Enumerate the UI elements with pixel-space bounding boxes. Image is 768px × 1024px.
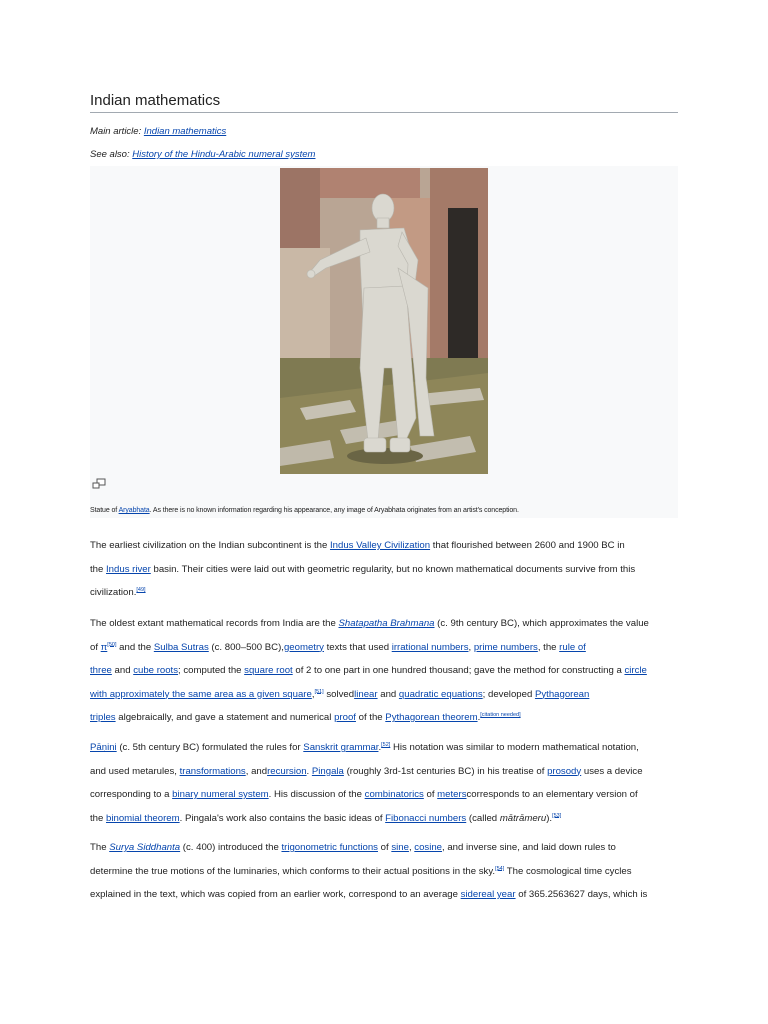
- text: (called: [466, 812, 500, 824]
- text: uses a device: [581, 765, 643, 777]
- text: ; computed the: [178, 665, 245, 676]
- link-sulba-sutras[interactable]: Sulba Sutras: [153, 641, 209, 653]
- link-meters[interactable]: meters: [437, 789, 467, 800]
- figure-caption: [90, 507, 519, 514]
- text: (c. 800–500 BC),: [208, 641, 284, 653]
- text: that flourished between 2600 and 1900 BC in: [430, 540, 625, 551]
- link-linear[interactable]: linear: [354, 688, 378, 700]
- link-trigonometric-functions[interactable]: trigonometric functions: [281, 842, 378, 853]
- link-pythagorean-theorem[interactable]: Pythagorean theorem: [385, 712, 478, 723]
- text: algebraically, and gave a statement and numerical: [115, 712, 335, 723]
- text: of 2 to one part in one hundred thousand; gave the method for constructing a: [292, 665, 625, 676]
- aryabhata-link[interactable]: Aryabhata: [118, 507, 150, 514]
- link-rule-of-three[interactable]: three: [90, 665, 112, 676]
- link-pythagorean-triples[interactable]: Pythagorean: [534, 688, 590, 700]
- main-article-link[interactable]: Indian mathematics: [143, 126, 227, 137]
- text: ,: [468, 641, 474, 653]
- text: .: [378, 742, 382, 753]
- link-text: Shatapatha Brahmana: [338, 618, 435, 629]
- text: determine the true motions of the luminaries, which conforms to their actual positions in the sky.: [90, 865, 496, 877]
- link-recursion[interactable]: recursion: [267, 765, 307, 777]
- link-circle-squaring[interactable]: circle: [624, 665, 647, 676]
- text: (c. 9th century BC), which approximates the value: [434, 618, 649, 629]
- link-text: Surya Siddhanta: [109, 842, 181, 853]
- link-sidereal-year[interactable]: sidereal year: [460, 889, 516, 900]
- text: explained in the text, which was copied from an earlier work, correspond to an average: [90, 889, 461, 900]
- reference-49[interactable]: [49]: [136, 586, 146, 593]
- hatnote-label: Main article:: [90, 126, 144, 137]
- link-surya-siddhanta[interactable]: [109, 842, 180, 853]
- text: and: [111, 665, 134, 676]
- text: , and inverse sine, and laid down rules to: [442, 842, 616, 853]
- hatnote-label: See also:: [90, 149, 133, 160]
- text: (c. 400) introduced the: [180, 842, 282, 853]
- text: ,: [311, 688, 315, 700]
- main-article-hatnote: [90, 126, 226, 137]
- link-pingala[interactable]: Pingala: [311, 765, 344, 777]
- text: .: [306, 765, 312, 777]
- link-shatapatha-brahmana[interactable]: [339, 618, 435, 629]
- text: basin. Their cities were laid out with geometric regularity, but no known mathematical documents survive from this: [150, 563, 636, 575]
- link-sine[interactable]: sine: [391, 842, 409, 853]
- link-circle-squaring[interactable]: with approximately the same area as a given square: [90, 688, 312, 700]
- text: His notation was similar to modern mathematical notation,: [390, 742, 639, 753]
- text: and used metarules,: [90, 765, 180, 777]
- link-binary-numeral-system[interactable]: binary numeral system: [172, 789, 269, 800]
- link-cosine[interactable]: cosine: [414, 842, 443, 853]
- paragraph-2: [90, 612, 678, 730]
- text: (roughly 3rd-1st centuries BC) in his treatise of: [343, 765, 548, 777]
- link-rule-of-three[interactable]: rule of: [559, 641, 586, 653]
- reference-51[interactable]: [51]: [314, 688, 324, 695]
- reference-54[interactable]: [54]: [495, 865, 505, 872]
- link-cube-roots[interactable]: cube roots: [133, 665, 179, 676]
- text: of: [377, 842, 392, 853]
- caption-text: Statue of: [90, 507, 119, 514]
- text: . His discussion of the: [268, 789, 365, 800]
- link-prosody[interactable]: prosody: [547, 765, 582, 777]
- text: texts that used: [323, 641, 392, 653]
- link-pi[interactable]: π: [100, 641, 108, 653]
- text: and: [377, 688, 399, 700]
- section-heading: Indian mathematics: [90, 92, 221, 109]
- paragraph-3: [90, 736, 678, 830]
- enlarge-icon[interactable]: [92, 477, 106, 495]
- text: .: [477, 712, 481, 723]
- text: ; developed: [482, 688, 535, 700]
- caption-text: . As there is no known information regarding his appearance, any image of Aryabhata originates from an artist's conception.: [149, 507, 519, 514]
- reference-53[interactable]: [53]: [552, 812, 562, 819]
- text: solved: [323, 688, 355, 700]
- text: , and: [245, 765, 268, 777]
- text: the: [90, 563, 107, 575]
- link-indus-river[interactable]: Indus river: [106, 563, 151, 575]
- link-proof[interactable]: proof: [334, 712, 356, 723]
- text: (c. 5th century BC) formulated the rules for: [116, 742, 304, 753]
- link-irrational-numbers[interactable]: irrational numbers: [391, 641, 469, 653]
- link-prime-numbers[interactable]: prime numbers: [473, 641, 538, 653]
- text: corresponding to a: [90, 789, 173, 800]
- link-fibonacci-numbers[interactable]: Fibonacci numbers: [385, 812, 467, 824]
- text: of: [90, 641, 101, 653]
- paragraph-1: [90, 534, 678, 605]
- text: the: [90, 812, 107, 824]
- text: civilization.: [90, 587, 137, 598]
- italic-term: mātrāmeru: [499, 812, 547, 824]
- reference-50[interactable]: [50]: [107, 641, 117, 648]
- text: of: [423, 789, 438, 800]
- thumbnail-figure: [90, 166, 678, 518]
- reference-52[interactable]: [52]: [381, 741, 391, 748]
- aryabhata-statue-image[interactable]: [280, 168, 488, 474]
- text: of the: [355, 712, 386, 723]
- link-sanskrit-grammar[interactable]: Sanskrit grammar: [303, 742, 379, 753]
- link-pythagorean-triples[interactable]: triples: [90, 712, 116, 723]
- text: The oldest extant mathematical records from India are the: [90, 618, 339, 629]
- text: corresponds to an elementary version of: [466, 789, 638, 800]
- see-also-hatnote: [90, 149, 315, 160]
- link-quadratic-equations[interactable]: quadratic equations: [398, 688, 483, 700]
- text: of 365.2563627 days, which is: [515, 889, 648, 900]
- text: . Pingala's work also contains the basic ideas of: [179, 812, 386, 824]
- paragraph-4: [90, 836, 678, 907]
- link-transformations[interactable]: transformations: [179, 765, 246, 777]
- text: and the: [116, 641, 154, 653]
- text: The cosmological time cycles: [504, 865, 632, 877]
- link-square-root[interactable]: square root: [244, 665, 293, 676]
- text: , the: [537, 641, 560, 653]
- link-binomial-theorem[interactable]: binomial theorem: [106, 812, 180, 824]
- text: ).: [546, 812, 553, 824]
- link-geometry[interactable]: geometry: [283, 641, 324, 653]
- citation-needed[interactable]: [citation needed]: [480, 711, 521, 718]
- link-panini[interactable]: Pāṇini: [90, 742, 117, 753]
- text: The earliest civilization on the Indian subcontinent is the: [90, 540, 330, 551]
- link-combinatorics[interactable]: combinatorics: [364, 789, 424, 800]
- link-indus-valley-civilization[interactable]: Indus Valley Civilization: [329, 540, 431, 551]
- heading-divider: [90, 112, 678, 113]
- see-also-link[interactable]: History of the Hindu-Arabic numeral system: [132, 149, 316, 160]
- text: The: [90, 842, 110, 853]
- text: ,: [408, 842, 415, 853]
